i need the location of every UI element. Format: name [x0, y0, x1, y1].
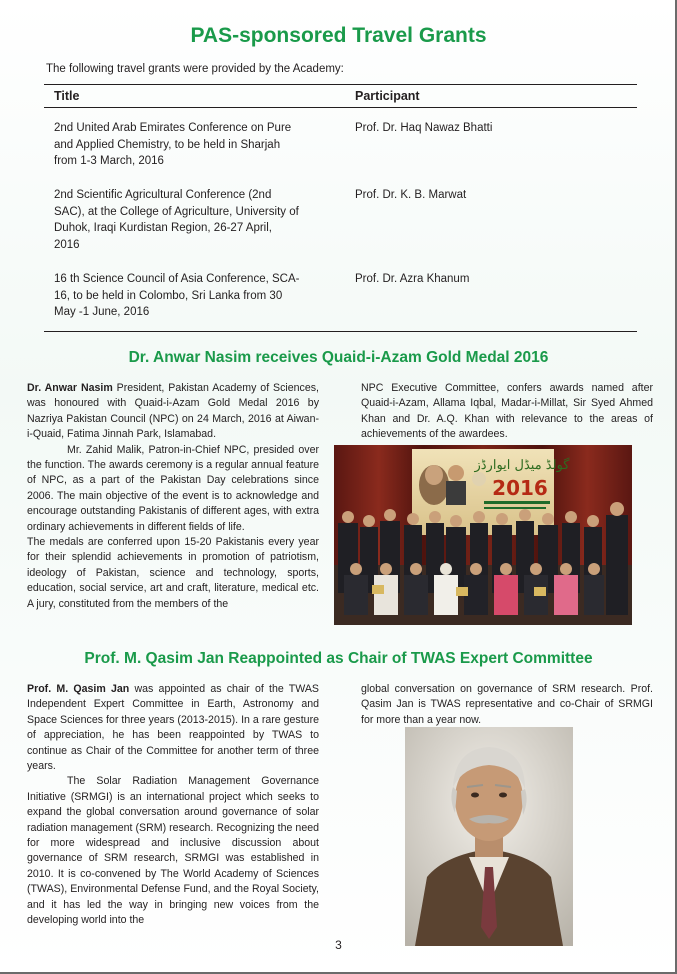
table-bottom-rule	[44, 331, 637, 332]
table-row-2-participant: Prof. Dr. K. B. Marwat	[355, 189, 467, 201]
paragraph-text: was appointed as chair of the TWAS Independent Expert Committee in Earth, Astronomy and Space Sciences for three years (2013-2015). In a rare gesture of appreciation, he has been reappointed by TWAS to continue as Chair of the Committee for another term of three years.	[27, 683, 319, 773]
table-row-3-participant: Prof. Dr. Azra Khanum	[355, 273, 470, 285]
title-line: May -1 June, 2016	[54, 306, 150, 318]
table-row-1-title	[54, 120, 312, 170]
page-number: 3	[335, 938, 342, 952]
table-row-3-title	[54, 271, 312, 321]
title-line: 2nd United Arab Emirates Conference on Pure	[54, 122, 292, 134]
title-line: and Applied Chemistry, to be held in Sharjah	[54, 138, 281, 151]
svg-text:گولڈ میڈل ایوارڈز: گولڈ میڈل ایوارڈز	[474, 458, 570, 473]
intro-text: The following travel grants were provided by the Academy:	[46, 63, 344, 75]
page-title: PAS-sponsored Travel Grants	[190, 24, 487, 47]
title-line: from 1-3 March, 2016	[54, 155, 164, 167]
paragraph	[27, 682, 319, 774]
paragraph: The Solar Radiation Management Governance Initiative (SRMGI) is an international project which seeks to expand the global conversation around governance of solar radiation management (SRM) research. Recognizing the need for more widespread and inclusive discussion about governance of SRM research, SRMGI was established in 2010. It is co-convened by The World Academy of Sciences (TWAS), Environmental Defense Fund, and the Royal Society, and it has led the way in bringing new voices from the developing world into the	[27, 775, 319, 927]
section-heading-gold-medal: Dr. Anwar Nasim receives Quaid-i-Azam Gold Medal 2016	[128, 349, 549, 366]
title-line: 2nd Scientific Agricultural Conference (2nd	[54, 189, 272, 201]
banner-year: 2016	[492, 476, 548, 500]
award-ceremony-photo	[334, 445, 632, 625]
paragraph: NPC Executive Committee, confers awards named after Quaid-i-Azam, Allama Iqbal, Madar-i-Millat, Sir Syed Ahmed Khan and Dr. A.Q. Khan with relevance to the areas of achievements of the awardees.	[361, 382, 653, 441]
title-line: 2016	[54, 238, 80, 251]
paragraph	[27, 381, 319, 443]
portrait-photo	[405, 727, 573, 946]
paragraph: Mr. Zahid Malik, Patron-in-Chief NPC, presided over the function. The awards ceremony is a regular annual feature of NPC, as a part of the Pakistan Day celebrations since 2006. The main objective of the event is to acknowledge and encourage outstanding Pakistanis of different ages, with extra ordinary achievements in different fields of life.	[27, 443, 319, 533]
section2-right-column	[361, 682, 653, 728]
title-line: SAC), at the College of Agriculture, University of	[54, 205, 299, 218]
section1-right-column	[361, 381, 653, 443]
person-name: Dr. Anwar Nasim	[27, 382, 113, 394]
column-header-title: Title	[54, 89, 80, 103]
column-header-participant: Participant	[355, 89, 420, 103]
table-top-rule	[44, 84, 637, 85]
paragraph-text: President, Pakistan Academy of Sciences, was honoured with Quaid-i-Azam Gold Medal 2016 by Nazriya Pakistan Council (NPC) on 24 March, 2016 at Aiwan-i-Quaid, Fatima Jinnah Park, Islamabad.	[27, 382, 319, 441]
paragraph: global conversation on governance of SRM research. Prof. Qasim Jan is TWAS representative and co-Chair of SRMGI for more than a year now.	[361, 683, 653, 726]
title-line: 16, to be held in Colombo, Sri Lanka from 30	[54, 289, 283, 302]
section1-left-column	[27, 381, 319, 612]
title-line: 16 th Science Council of Asia Conference, SCA-	[54, 273, 300, 285]
paragraph: The medals are conferred upon 15-20 Pakistanis every year for their splendid achievements in promotion of patriotism, ideology of Pakistan, science and technology, sports, education, social service, art and craft, literature, medical etc. A jury, constituted from the members of the	[27, 536, 319, 610]
section-heading-twas: Prof. M. Qasim Jan Reappointed as Chair of TWAS Expert Committee	[84, 650, 593, 667]
title-line: Duhok, Iraqi Kurdistan Region, 26-27 April,	[54, 222, 272, 234]
table-header-rule	[44, 107, 637, 108]
person-name: Prof. M. Qasim Jan	[27, 683, 130, 695]
table-row-2-title	[54, 187, 312, 253]
section2-left-column	[27, 682, 319, 929]
table-row-1-participant: Prof. Dr. Haq Nawaz Bhatti	[355, 122, 493, 134]
